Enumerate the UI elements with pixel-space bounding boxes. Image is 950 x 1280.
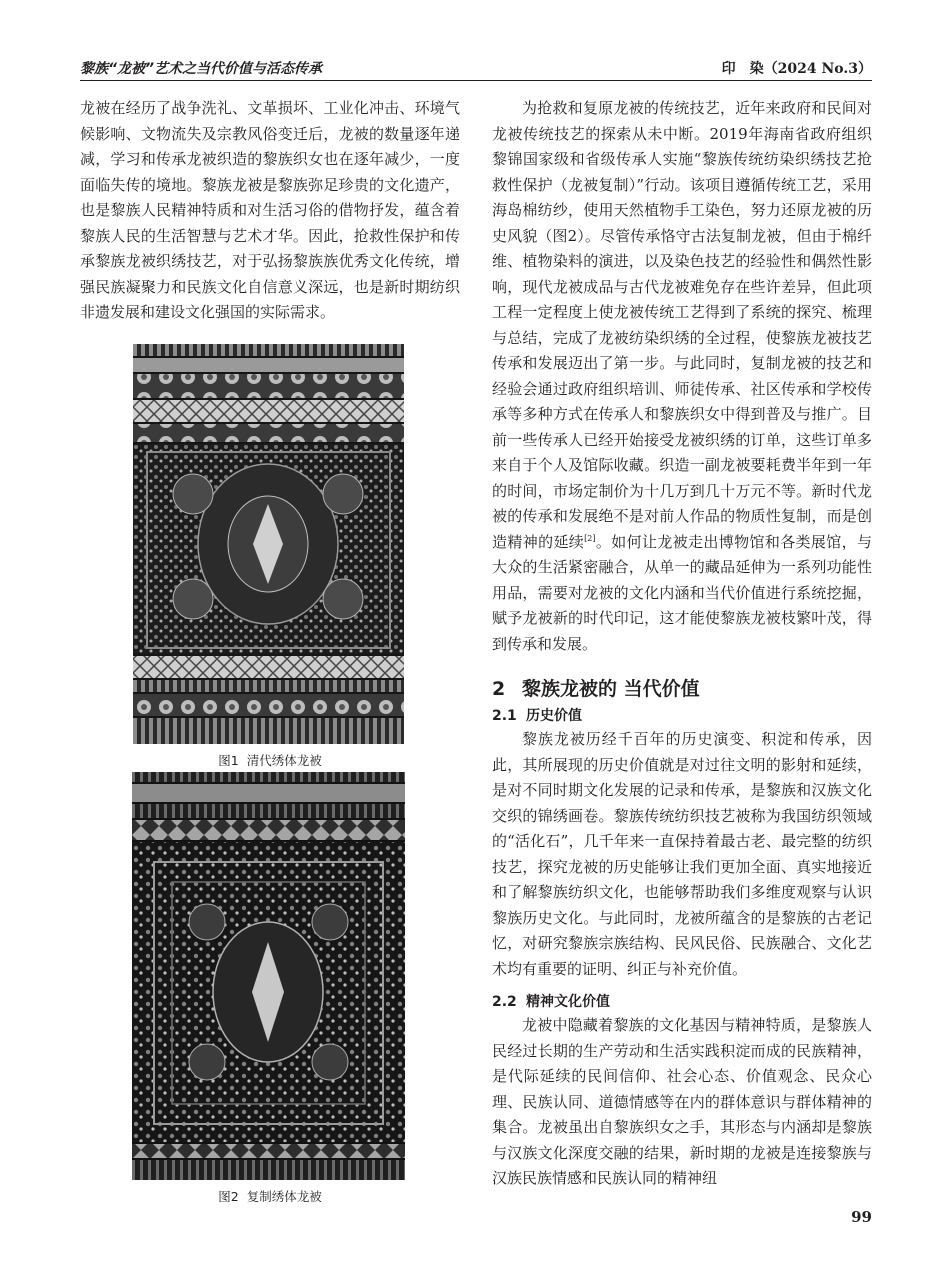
right-paragraph-1-part-a: 为抢救和复原龙被的传统技艺，近年来政府和民间对龙被传统技艺的探索从未中断。2019年海南省政府组织黎锦国家级和省级传承人实施“黎族传统纺染织绣技艺抢救性保护（龙被复制）”行动。该项目遵循传统工艺，采用海岛棉纺纱，使用天然植物手工染色，努力还原龙被的历史风貌（图2）。尽管传承恪守古法复制龙被，但由于棉纤维、植物染料的演进，以及染色技艺的经验性和偶然性影响，现代龙被成品与古代龙被难免存在些许差异，但此项工程一定程度上使龙被传统工艺得到了系统的探究、梳理与总结，完成了龙被纺染织绣的全过程，使黎族龙被技艺传承和发展迈出了第一步。与此同时，复制龙被的技艺和经验会通过政府组织培训、师徒传承、社区传承和学校传承等多种方式在传承人和黎族织女中得到普及与推广。目前一些传承人已经开始接受龙被织绣的订单，这些订单多来自于个人及馆际收藏。织造一副龙被要耗费半年到一年的时间，市场定制价为十几万到几十万元不等。新时代龙被的传承和发展绝不是对前人作品的物质性复制，而是创造精神的延续	[492, 99, 872, 551]
figure-2-caption-text: 复制绣体龙被	[246, 1189, 322, 1204]
section-2-1-heading	[492, 705, 872, 727]
figure-1-image	[133, 344, 404, 744]
left-column	[80, 96, 460, 326]
left-paragraph-1: 龙被在经历了战争洗礼、文革损坏、工业化冲击、环境气候影响、文物流失及宗教风俗变迁后，龙被的数量逐年递减，学习和传承龙被织造的黎族织女也在逐年减少，一度面临失传的境地。黎族龙被是黎族弥足珍贵的文化遗产，也是黎族人民精神特质和对生活习俗的借物抒发，蕴含着黎族人民的生活智慧与艺术才华。因此，抢救性保护和传承黎族龙被织绣技艺，对于弘扬黎族族优秀文化传统，增强民族凝聚力和民族文化自信意义深远，也是新时期纺织非遗发展和建设文化强国的实际需求。	[80, 99, 460, 321]
figure-1-number: 图1	[218, 753, 239, 768]
figure-2-number: 图2	[218, 1189, 239, 1204]
section-2-1-number: 2.1	[492, 708, 517, 724]
right-paragraph-1	[492, 96, 872, 657]
right-column	[492, 96, 872, 1192]
figure-2-image	[132, 772, 405, 1180]
running-header	[80, 56, 872, 82]
page-number: 99	[851, 1208, 872, 1226]
section-2-number: 2	[492, 678, 506, 700]
header-rule	[80, 80, 872, 81]
section-2-1-text: 黎族龙被历经千百年的历史演变、积淀和传承，因此，其所展现的历史价值就是对过往文明的影射和延续，是对不同时期文化发展的记录和传承，是黎族和汉族文化交织的锦绣画卷。黎族传统纺织技艺被称为我国纺织领域的“活化石”，几千年来一直保持着最古老、最完整的纺织技艺，探究龙被的历史能够让我们更加全面、真实地接近和了解黎族纺织文化，也能够帮助我们多维度观察与认识黎族历史文化。与此同时，龙被所蕴含的是黎族的古老记忆，对研究黎族宗族结构、民风民俗、民族融合、文化艺术均有重要的证明、纠正与补充价值。	[492, 730, 872, 978]
citation-ref-2: [2]	[584, 533, 596, 543]
embroidered-quilt-replica-graphic	[132, 772, 405, 1180]
figure-1-caption-text: 清代绣体龙被	[246, 753, 322, 768]
embroidered-quilt-qing-graphic	[133, 344, 404, 744]
right-paragraph-1-part-b: 。如何让龙被走出博物馆和各类展馆，与大众的生活紧密融合，从单一的藏品延伸为一系列功能性用品，需要对龙被的文化内涵和当代价值进行系统挖掘，赋予龙被新的时代印记，这才能使黎族龙被枝繁叶茂，得到传承和发展。	[492, 532, 872, 653]
section-2-2-title: 精神文化价值	[526, 994, 610, 1010]
section-2-2-text: 龙被中隐藏着黎族的文化基因与精神特质，是黎族人民经过长期的生产劳动和生活实践积淀而成的民族精神，是代际延续的民间信仰、社会心态、价值观念、民众心理、民族认同、道德情感等在内的群体意识与群体精神的集合。龙被虽出自黎族织女之手，其形态与内涵却是黎族与汉族文化深度交融的结果，新时期的龙被是连接黎族与汉族民族情感和民族认同的精神纽	[492, 1016, 872, 1187]
header-article-title: 黎族“龙被”艺术之当代价值与活态传承	[80, 61, 323, 77]
figure-1-caption	[80, 751, 460, 769]
section-2-heading	[492, 676, 872, 702]
header-journal-issue: 印 染（2024 No.3）	[721, 61, 872, 77]
section-2-2-number: 2.2	[492, 994, 517, 1010]
section-2-1-title: 历史价值	[526, 708, 582, 724]
figure-2-caption	[80, 1187, 460, 1205]
section-2-2-heading	[492, 991, 872, 1013]
section-2-title: 黎族龙被的 当代价值	[522, 678, 700, 700]
